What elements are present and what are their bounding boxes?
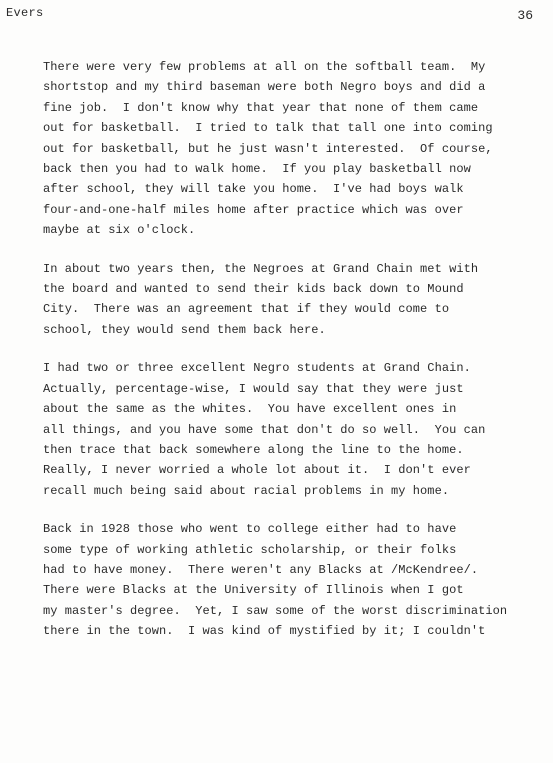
body-text	[43, 57, 543, 660]
text-line: about the same as the whites. You have excellent ones in	[43, 402, 457, 417]
text-line: my master's degree. Yet, I saw some of the worst discrimination	[43, 603, 508, 618]
text-line: four-and-one-half miles home after practice which was over	[43, 202, 464, 217]
text-line: school, they would send them back here.	[43, 322, 326, 337]
text-line: In about two years then, the Negroes at Grand Chain met with	[43, 261, 479, 276]
text-line: all things, and you have some that don't do so well. You can	[43, 422, 486, 437]
text-line: shortstop and my third baseman were both Negro boys and did a	[43, 80, 486, 95]
page-number: 36	[517, 8, 533, 23]
text-line: There were very few problems at all on the softball team. My	[43, 60, 486, 74]
text-line: out for basketball, but he just wasn't interested. Of course,	[43, 141, 493, 156]
text-line: There were Blacks at the University of Illinois when I got	[43, 583, 464, 598]
paragraph-2	[43, 259, 543, 341]
text-line: some type of working athletic scholarship, or their folks	[43, 542, 457, 557]
text-line: there in the town. I was kind of mystified by it; I couldn't	[43, 624, 486, 639]
text-line: Actually, percentage-wise, I would say that they were just	[43, 381, 464, 396]
text-line: I had two or three excellent Negro students at Grand Chain.	[43, 361, 471, 376]
text-line: out for basketball. I tried to talk that tall one into coming	[43, 121, 493, 136]
paragraph-1	[43, 57, 543, 241]
text-line: back then you had to walk home. If you play basketball now	[43, 162, 471, 177]
text-line: recall much being said about racial problems in my home.	[43, 483, 450, 498]
paragraph-3	[43, 358, 543, 501]
paragraph-4	[43, 519, 543, 641]
text-line: after school, they will take you home. I've had boys walk	[43, 182, 464, 197]
text-line: City. There was an agreement that if they would come to	[43, 302, 450, 317]
text-line: fine job. I don't know why that year that none of them came	[43, 100, 479, 115]
text-line: maybe at six o'clock.	[43, 223, 196, 238]
text-line: had to have money. There weren't any Blacks at /McKendree/.	[43, 562, 479, 577]
text-line: Really, I never worried a whole lot about it. I don't ever	[43, 463, 471, 478]
header-name: Evers	[6, 6, 44, 20]
text-line: Back in 1928 those who went to college either had to have	[43, 522, 457, 537]
text-line: then trace that back somewhere along the line to the home.	[43, 442, 464, 457]
text-line: the board and wanted to send their kids back down to Mound	[43, 282, 464, 297]
